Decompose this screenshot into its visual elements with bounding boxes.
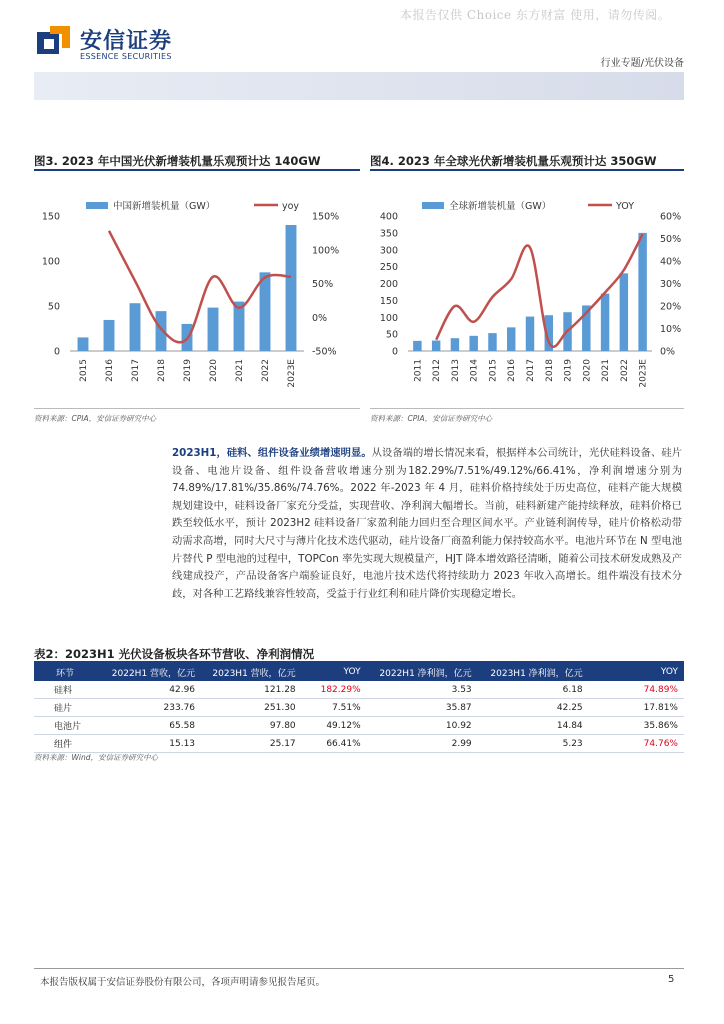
chart-china-installations — [34, 178, 360, 406]
global-x-tick: 2012 — [432, 359, 443, 382]
table-source: 资料来源：Wind，安信证券研究中心 — [34, 753, 159, 762]
china-x-tick: 2023E — [287, 359, 297, 388]
global-left-tick: 0 — [391, 346, 398, 358]
global-legend-bar-label: 全球新增装机量（GW） — [449, 201, 552, 212]
global-left-tick: 200 — [379, 279, 398, 290]
global-bar — [432, 341, 440, 351]
footer-disclaimer: 本报告版权属于安信证券股份有限公司，各项声明请参见报告尾页。 — [40, 977, 326, 988]
global-x-tick: 2017 — [526, 359, 536, 382]
table-row-label: 硅片 — [34, 699, 104, 717]
global-yoy-line — [436, 234, 642, 347]
global-x-tick: 2022 — [619, 359, 630, 382]
global-bar — [469, 336, 477, 351]
chart-global-installations — [370, 178, 684, 406]
global-x-tick: 2020 — [582, 359, 593, 382]
china-right-tick: 150% — [312, 211, 340, 223]
table-cell: 49.12% — [302, 717, 367, 735]
table-cell: 25.17 — [201, 735, 302, 753]
china-bar — [130, 303, 141, 351]
table-cell: 5.23 — [478, 735, 589, 753]
global-x-tick: 2015 — [488, 359, 499, 382]
table-cell: 2.99 — [367, 735, 478, 753]
global-x-tick: 2023E — [638, 359, 649, 388]
global-right-tick: 50% — [660, 234, 682, 245]
global-bar — [413, 341, 421, 351]
fig4-bottom-rule — [370, 408, 684, 409]
table-cell: 97.80 — [201, 717, 302, 735]
table-cell: 10.92 — [367, 717, 478, 735]
china-bar — [260, 272, 271, 351]
table-cell: 3.53 — [367, 681, 478, 699]
table-cell: 74.76% — [589, 735, 684, 753]
table-cell: 66.41% — [302, 735, 367, 753]
global-bar — [526, 317, 534, 351]
china-x-tick: 2018 — [157, 359, 167, 382]
global-left-tick: 350 — [379, 228, 398, 240]
footer-rule — [34, 968, 684, 969]
china-right-tick: 100% — [312, 245, 340, 257]
global-x-tick: 2021 — [601, 359, 612, 382]
paragraph-body: 从设备端的增长情况来看，根据样本公司统计，光伏硅料设备、硅片设备、电池片设备、组件设备营收增速分别为182.29%/7.51%/49.12%/66.41%，净利润增速分别为 74.89%/17.81%/35.86%/74.76%。2022 年-2023 年 4 月，硅料价格持续处于历史高位，硅料产能大规模规划建设中，硅料设备厂家充分受益，实现营收、净利润大幅增长。当前，硅料新建产能持续释放，硅料价格已跌至较低水平，预计 2023H2 硅料设备厂家盈利能力回归至合理区间水平。产业链利润传导，硅片价格松动带动需求高增，同时大尺寸与薄片化技术迭代驱动，硅片设备厂商盈利能力保持较高水平。电池片环节在 N 型电池片替代 P 型电池的过程中，TOPCon 率先实现大规模量产，HJT 降本增效路径清晰，随着公司技术研发成熟及产线建成投产，产品设备客户端验证良好，电池片技术迭代将持续助力 2023 年收入高增长。组件端没有技术分歧，对各种工艺路线兼容性较高，受益于行业红利和硅片降价实现稳定增长。 — [172, 447, 682, 600]
china-x-tick: 2015 — [79, 359, 89, 382]
table-row-label: 硅料 — [34, 681, 104, 699]
global-right-tick: 10% — [660, 324, 682, 335]
table-title: 表2：2023H1 光伏设备板块各环节营收、净利润情况 — [34, 647, 315, 661]
china-legend-line-label: yoy — [282, 201, 300, 212]
table-cell: 17.81% — [589, 699, 684, 717]
china-x-tick: 2021 — [235, 359, 245, 382]
china-right-tick: -50% — [312, 346, 337, 358]
global-x-tick: 2016 — [507, 359, 518, 382]
table-cell: 6.18 — [478, 681, 589, 699]
global-legend-line-label: YOY — [616, 201, 635, 212]
fig4-title: 图4. 2023 年全球光伏新增装机量乐观预计达 350GW — [370, 154, 657, 168]
china-x-tick: 2017 — [131, 359, 141, 382]
table-cell: 42.25 — [478, 699, 589, 717]
china-x-tick: 2016 — [105, 359, 115, 382]
table-header-2: 2023H1 营收，亿元 — [201, 663, 302, 681]
table-row — [34, 717, 684, 735]
table-header-6: YOY — [589, 663, 684, 681]
fig4-source: 资料来源：CPIA，安信证券研究中心 — [370, 414, 493, 423]
global-left-tick: 300 — [379, 245, 398, 257]
china-x-tick: 2020 — [209, 359, 219, 382]
table-cell: 35.86% — [589, 717, 684, 735]
global-x-tick: 2011 — [413, 359, 424, 382]
table-cell: 74.89% — [589, 681, 684, 699]
table-header-4: 2022H1 净利润，亿元 — [367, 663, 478, 681]
fig3-rule — [34, 169, 360, 171]
china-bar — [104, 320, 115, 351]
table-cell: 35.87 — [367, 699, 478, 717]
section-tag: 行业专题/光伏设备 — [600, 58, 684, 69]
table-cell: 251.30 — [201, 699, 302, 717]
china-right-tick: 50% — [312, 279, 334, 290]
global-left-tick: 50 — [385, 329, 398, 341]
table-header-5: 2023H1 净利润，亿元 — [478, 663, 589, 681]
watermark-text: 本报告仅供 Choice 东方财富 使用，请勿传阅。 — [400, 8, 671, 22]
china-x-tick: 2022 — [261, 359, 271, 382]
revenue-profit-table — [34, 663, 684, 753]
table-header-0: 环节 — [34, 663, 104, 681]
global-right-tick: 0% — [660, 346, 676, 358]
table-row — [34, 681, 684, 699]
global-bar — [601, 294, 609, 351]
china-left-tick: 150 — [41, 211, 60, 223]
global-x-tick: 2013 — [450, 359, 461, 382]
china-legend-bar-label: 中国新增装机量（GW） — [113, 201, 216, 212]
table-cell: 14.84 — [478, 717, 589, 735]
global-right-tick: 30% — [660, 279, 682, 290]
analysis-paragraph — [172, 445, 682, 603]
global-legend-bar-swatch — [422, 202, 444, 209]
table-cell: 233.76 — [104, 699, 201, 717]
global-left-tick: 400 — [379, 211, 398, 223]
global-right-tick: 60% — [660, 211, 682, 223]
china-bar — [78, 337, 89, 351]
china-x-tick: 2019 — [183, 359, 193, 382]
page-number: 5 — [668, 974, 675, 985]
china-right-tick: 0% — [312, 312, 328, 324]
global-left-tick: 150 — [379, 295, 398, 307]
global-bar — [620, 273, 628, 351]
table-cell: 182.29% — [302, 681, 367, 699]
china-legend-bar-swatch — [86, 202, 108, 209]
table-cell: 121.28 — [201, 681, 302, 699]
global-x-tick: 2018 — [544, 359, 555, 382]
table-row-label: 组件 — [34, 735, 104, 753]
fig3-source: 资料来源：CPIA，安信证券研究中心 — [34, 414, 157, 423]
china-bar — [286, 225, 297, 351]
global-bar — [507, 327, 515, 351]
table-row — [34, 699, 684, 717]
table-cell: 15.13 — [104, 735, 201, 753]
global-right-tick: 40% — [660, 256, 682, 268]
paragraph-lead: 2023H1，硅料、组件设备业绩增速明显。 — [172, 447, 372, 459]
table-cell: 42.96 — [104, 681, 201, 699]
global-x-tick: 2019 — [563, 359, 574, 382]
table-header-1: 2022H1 营收，亿元 — [104, 663, 201, 681]
fig3-title: 图3. 2023 年中国光伏新增装机量乐观预计达 140GW — [34, 154, 321, 168]
logo-icon — [34, 24, 74, 64]
global-right-tick: 20% — [660, 301, 682, 313]
china-bar — [208, 308, 219, 351]
table-cell: 65.58 — [104, 717, 201, 735]
fig4-rule — [370, 169, 684, 171]
global-bar — [488, 333, 496, 351]
global-bar — [451, 338, 459, 351]
global-left-tick: 250 — [379, 262, 398, 274]
global-left-tick: 100 — [379, 312, 398, 324]
china-left-tick: 0 — [53, 346, 60, 358]
table-row — [34, 735, 684, 753]
fig3-bottom-rule — [34, 408, 360, 409]
logo-cn: 安信证券 — [80, 29, 173, 54]
global-bar — [638, 233, 646, 351]
table-cell: 7.51% — [302, 699, 367, 717]
table-header-row — [34, 663, 684, 681]
table-row-label: 电池片 — [34, 717, 104, 735]
china-left-tick: 50 — [47, 301, 60, 313]
logo-en: ESSENCE SECURITIES — [80, 52, 172, 61]
table-header-3: YOY — [302, 663, 367, 681]
china-left-tick: 100 — [41, 256, 60, 268]
global-x-tick: 2014 — [469, 359, 480, 382]
header-band — [34, 72, 684, 100]
